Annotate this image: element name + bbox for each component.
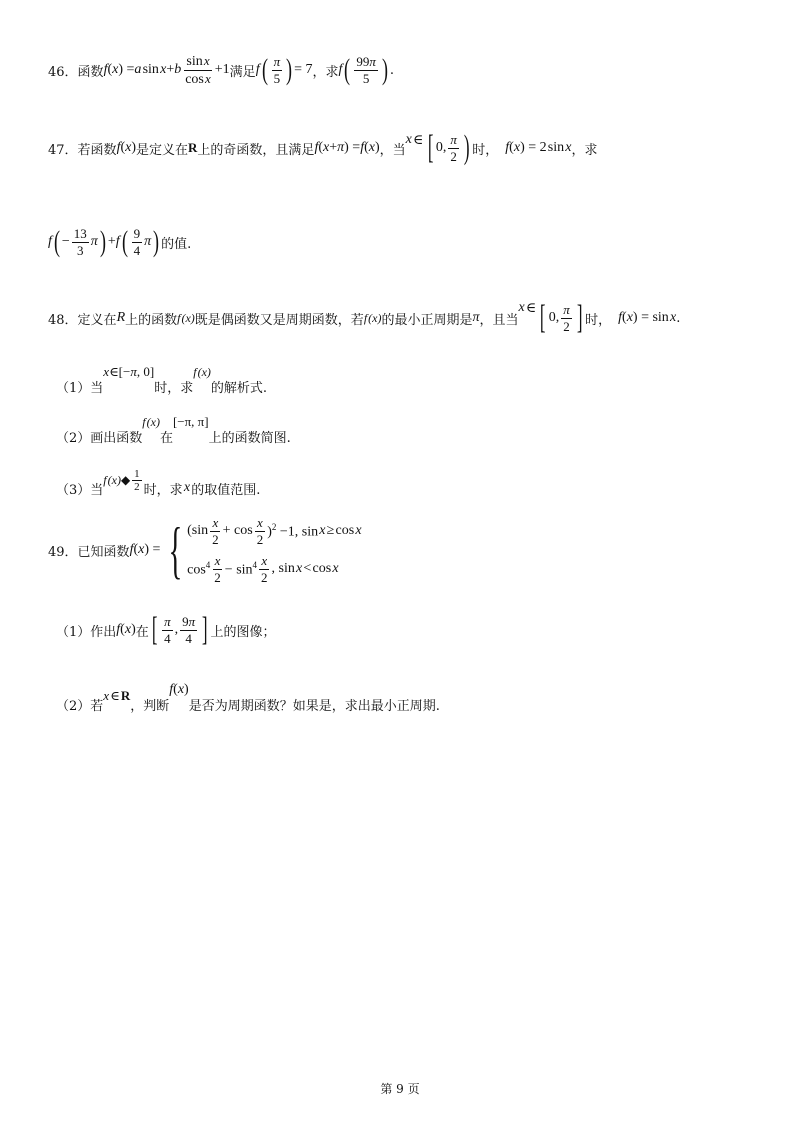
problem-49-part-1: （1）作出 f ( x ) 在 [ $\frac{\pi}{4}$ , $\frac{9\pi}{4}$ ] 上的图像； [56, 611, 276, 648]
problem-48-part-2: （2）画出函数 f (x) 在 [−π, π] 上的函数简图. [56, 414, 291, 446]
problem-46: 46． 函数 f ( x ) = a sin x + b $\frac{\text{sin x}}{\text{cos x}}$ +1 满足 f ( $\frac{\pi}{5}$ ) = 7 ，求 f ( $\frac{99\pi}{5}$ ) . [48, 52, 395, 87]
problem-48-part-1: （1）当 x ∈[− π , 0] 时，求 f (x) 的解析式. [56, 364, 268, 396]
problem-number: 48． [48, 312, 78, 328]
problem-number: 49． [48, 544, 78, 560]
problem-48-part-3: （3）当 f (x) ◆ $\frac{1}{2}$ 时，求 x 的取值范围. [56, 467, 261, 498]
problem-number: 46． [48, 64, 78, 80]
piecewise-cases: (sin $\frac{x}{2}$ + cos $\frac{x}{2}$ )$^2$ −1, sin x ≥ cos x $\cos^4$ $\frac{x}{2}$ − $\sin^4$ $\frac{x}{2}$ , sin x < cos x [187, 514, 362, 585]
problem-49: 49． 已知函数 f ( x ) = { (sin $\frac{x}{2}$ + cos $\frac{x}{2}$ )$^2$ −1, sin x ≥ cos x $\cos^4$ $\frac{x}{2}$ − $\sin^4$ $\frac{x}{2}$ , sin x < cos x [48, 512, 362, 588]
formula: f [103, 62, 108, 77]
problem-47: 47． 若函数 f ( x ) 是定义在 R 上的奇函数，且满足 f ( x + π ) = f ( x ) ，当 x ∈ [ 0, $\frac{\pi}{2}$ ) 时， f ( x ) = 2 sin x ，求 [48, 129, 598, 166]
piecewise-brace: { [168, 514, 183, 585]
fraction: $\frac{\text{sin x}}{\text{cos x}}$ [185, 52, 211, 87]
page-number: 第 9 页 [380, 1082, 420, 1096]
problem-47-expression: f ( − $\frac{13}{3}$ π ) + f ( $\frac{9}{4}$ π ) 的值. [48, 225, 192, 258]
problem-48: 48． 定义在 R 上的函数 f (x) 既是偶函数又是周期函数，若 f (x) 的最小正周期是 π ，且当 x ∈ [ 0, $\frac{\pi}{2}$ ] 时， f ( x ) = sin x . [48, 299, 681, 336]
problem-number: 47． [48, 142, 78, 158]
problem-49-part-2: （2）若 x ∈ R ，判断 f ( x ) 是否为周期函数？如果是，求出最小正周期. [56, 682, 440, 714]
